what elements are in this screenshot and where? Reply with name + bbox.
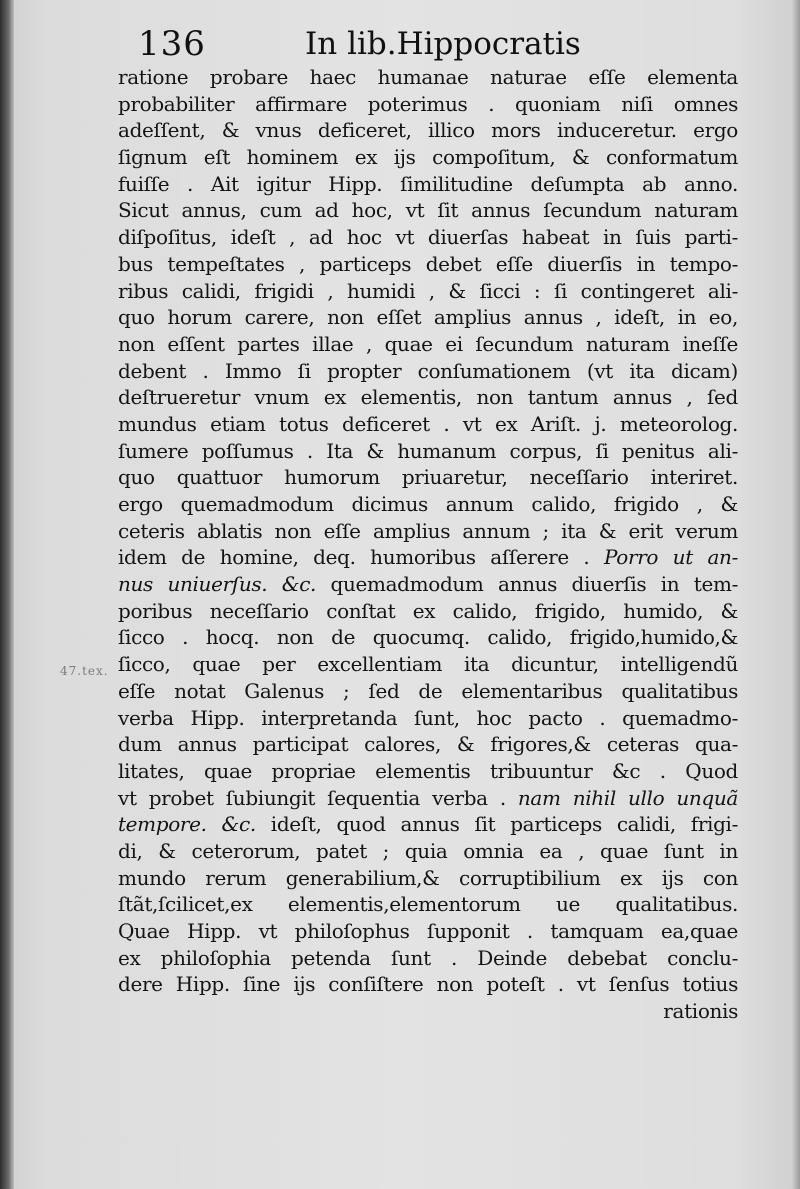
text-line: [118, 278, 738, 305]
text-line: [118, 731, 738, 758]
text-line: [118, 438, 738, 465]
text-line: [118, 998, 738, 1025]
text-line: [118, 411, 738, 438]
text-segment: ſtãt,ſcilicet,ex elementis,elementorum ue qualitatibus.: [118, 892, 738, 917]
running-head: [130, 20, 630, 68]
text-segment: ideſt, quod annus ſit particeps calidi, frigi-: [255, 812, 738, 837]
text-segment: vt probet ſubiungit ſequentia verba .: [118, 785, 518, 810]
italic-quotation: Porro ut an-: [604, 545, 738, 570]
text-line: [118, 705, 738, 732]
text-segment: verba Hipp. interpretanda ſunt, hoc pacto . quemadmo-: [118, 705, 738, 730]
text-segment: mundus etiam totus deficeret . vt ex Ariſt. j. meteorolog.: [118, 411, 738, 436]
text-segment: dum annus participat calores, & frigores,& ceteras qua-: [118, 732, 738, 757]
text-line: [118, 891, 738, 918]
text-segment: mundo rerum generabilium,& corruptibilium ex ijs con: [118, 865, 738, 890]
text-line: [118, 571, 738, 598]
text-line: [118, 171, 738, 198]
text-segment: idem de homine, deq. humoribus aſſerere .: [118, 545, 604, 570]
text-segment: quo horum carere, non eſſet amplius annus , ideſt, in eo,: [118, 305, 738, 330]
text-segment: litates, quae propriae elementis tribuuntur &c . Quod: [118, 758, 738, 783]
italic-quotation: nus uniuerſus. &c.: [118, 572, 317, 597]
text-segment: quo quattuor humorum priuaretur, neceſſario interiret.: [118, 465, 738, 490]
text-segment: eſſe notat Galenus ; ſed de elementaribus qualitatibus: [118, 678, 738, 703]
text-segment: adeſſent, & vnus deficeret, illico mors induceretur. ergo: [118, 118, 738, 143]
text-line: [118, 197, 738, 224]
text-line: [118, 838, 738, 865]
text-line: [118, 91, 738, 118]
text-segment: Sicut annus, cum ad hoc, vt ſit annus ſecundum naturam: [118, 198, 738, 223]
text-segment: ergo quemadmodum dicimus annum calido, frigido , &: [118, 492, 738, 516]
text-segment: ſicco, quae per excellentiam ita dicuntur, intelligendũ: [118, 652, 738, 677]
text-line: [118, 384, 738, 411]
text-segment: Quae Hipp. vt philoſophus ſupponit . tamquam ea,quae: [118, 919, 738, 943]
text-line: [118, 811, 738, 838]
text-segment: di, & ceterorum, patet ; quia omnia ea , quae ſunt in: [118, 838, 738, 863]
body-text: [118, 64, 738, 1025]
text-segment: ex philoſophia petenda ſunt . Deinde debebat conclu-: [118, 945, 738, 970]
text-line: [118, 304, 738, 331]
text-line: [118, 491, 738, 518]
text-line: [118, 358, 738, 385]
text-segment: ceteris ablatis non eſſe amplius annum ; ita & erit verum: [118, 518, 738, 543]
text-line: [118, 758, 738, 785]
text-line: [118, 544, 738, 571]
text-segment: probabiliter affirmare poterimus . quoniam niſi omnes: [118, 91, 738, 116]
text-line: [118, 117, 738, 144]
text-line: [118, 518, 738, 545]
text-line: [118, 865, 738, 892]
page-number: 136: [138, 24, 206, 64]
running-head-title: In lib.Hippocratis: [305, 26, 581, 62]
text-line: [118, 224, 738, 251]
text-line: [118, 331, 738, 358]
text-line: [118, 624, 738, 651]
page-gutter-shadow: [0, 0, 14, 1189]
page-edge-shadow: [792, 0, 800, 1189]
text-line: [118, 144, 738, 171]
text-segment: quemadmodum annus diuerſis in tem-: [316, 572, 738, 597]
text-segment: fuiſſe . Ait igitur Hipp. ſimilitudine deſumpta ab anno.: [118, 171, 738, 196]
text-line: [118, 64, 738, 91]
text-line: [118, 918, 738, 945]
italic-quotation: tempore. &c.: [118, 812, 256, 837]
text-segment: diſpoſitus, ideſt , ad hoc vt diuerſas habeat in ſuis parti-: [118, 225, 738, 250]
text-line: [118, 464, 738, 491]
text-line: [118, 785, 738, 812]
margin-note: 47.tex.: [60, 664, 109, 678]
text-segment: ribus calidi, frigidi , humidi , & ſicci : ſi contingeret ali-: [118, 278, 738, 303]
text-segment: ſignum eſt hominem ex ijs compoſitum, & conformatum: [118, 145, 738, 170]
text-segment: debent . Immo ſi propter conſumationem (vt ita dicam): [118, 358, 738, 383]
text-segment: poribus neceſſario conſtat ex calido, frigido, humido, &: [118, 598, 738, 623]
text-line: [118, 678, 738, 705]
text-line: [118, 651, 738, 678]
text-line: [118, 971, 738, 998]
text-segment: deſtrueretur vnum ex elementis, non tantum annus , ſed: [118, 385, 738, 410]
text-segment: bus tempeſtates , particeps debet eſſe diuerſis in tempo-: [118, 251, 738, 276]
text-segment: ſicco . hocq. non de quocumq. calido, frigido,humido,&: [118, 625, 738, 650]
text-segment: ratione probare haec humanae naturae eſſe elementa: [118, 65, 738, 89]
text-line: [118, 945, 738, 972]
text-segment: ſumere poſſumus . Ita & humanum corpus, ſi penitus ali-: [118, 438, 738, 463]
italic-quotation: nam nihil ullo unquã: [517, 785, 738, 810]
text-line: [118, 598, 738, 625]
text-segment: rationis: [663, 999, 738, 1024]
text-line: [118, 251, 738, 278]
text-segment: dere Hipp. ſine ijs conſiſtere non poteſt . vt ſenſus totius: [118, 972, 738, 997]
text-segment: non eſſent partes illae , quae ei ſecundum naturam ineſſe: [118, 331, 738, 356]
